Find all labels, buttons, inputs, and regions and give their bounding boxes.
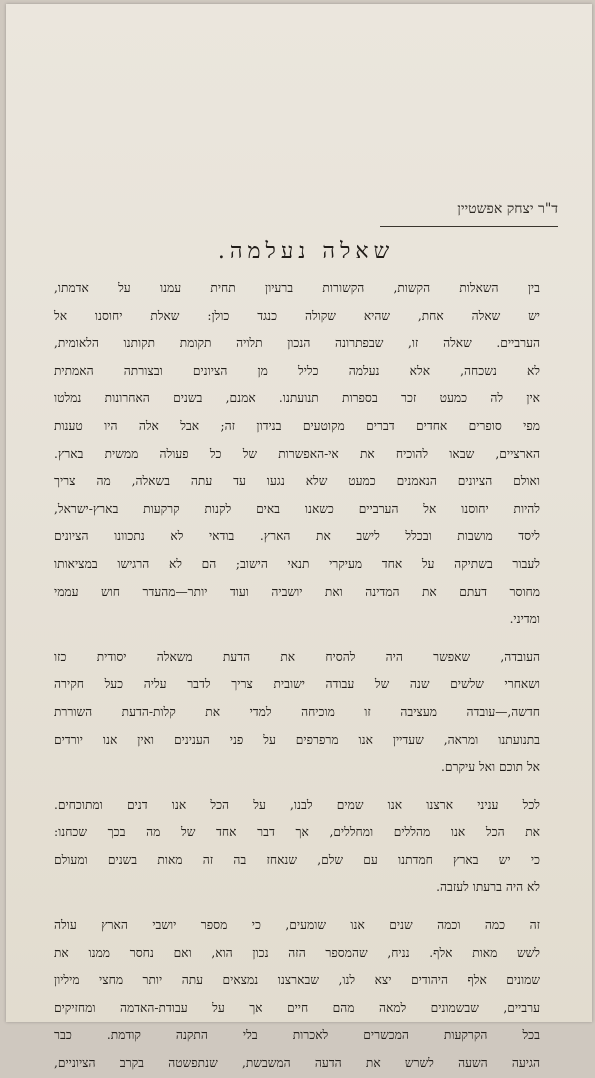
text-line: להיות יחוסנו אל הערביים כשאנו באים לקנות קרקעות בארץ-ישראל, xyxy=(54,501,540,516)
text-line: ושאחרי שלשים שנה של עבודה ישובית צריך לדבר עליה כעל חקירה xyxy=(54,677,540,692)
text-line: לשש מאות אלף. נניח, שהמספר הזה נכון הוא, ואם נחסר ממנו את xyxy=(54,945,540,960)
text-line: הערביים. שאלה זו, שבפתרונה הנכון תלויה תקומת תקותנו הלאומית, xyxy=(54,336,540,351)
text-line: ומדיני. xyxy=(509,612,540,627)
text-line: ערביים, שבשמונים למאה מהם חיים אך על עבודת-האדמה ומחזיקים xyxy=(54,1000,540,1015)
author-underline xyxy=(380,226,558,227)
paragraph xyxy=(54,275,540,634)
text-line: לכל עניני ארצנו אנו שמים לבנו, על הכל אנו דנים ומתוכחים. xyxy=(54,797,540,812)
text-line: ליסד מושבות ובכלל לישב את הארץ. בודאי לא נתכוונו הציונים xyxy=(54,529,540,544)
text-line: לא נשכחה, אלא נעלמה כליל מן הציונים ובצורתה האמתית xyxy=(54,363,540,378)
paragraph xyxy=(54,912,540,1078)
text-line: שמונים אלף היהודים יצא לנו, שבארצנו נמצאים עתה יותר מחצי מיליון xyxy=(54,973,540,988)
text-line: הגיעה השעה לשרש את הדעה המשבשת, שנתפשטה בקרב הציוניים, xyxy=(54,1056,540,1071)
text-line: חדשה,—עובדה מעציבה זו מוכיחה למדי את קלות-הדעת השוררת xyxy=(54,704,540,719)
text-line: מפי סופרים אחדים דברים מקוטעים בנידון זה; אבל אלה היו טענות xyxy=(54,418,540,433)
text-line: העובדה, שאפשר היה להסיח את הדעת משאלה יסודית כזו xyxy=(54,649,540,664)
paragraph xyxy=(54,644,540,782)
text-line: לעבור בשתיקה על אחד מעיקרי תנאי הישוב; הם לא הרגישו במציאותו xyxy=(54,556,540,571)
paragraph xyxy=(54,792,540,902)
book-page xyxy=(6,4,592,1071)
text-line: אל תוכם ואל עיקרם. xyxy=(441,760,540,775)
text-line: כי יש בארץ חמדתנו עם שלם, שנאחז בה זה מאות בשנים ומעולם xyxy=(54,852,540,867)
text-line: ואולם הציונים הנאמנים כמעט שלא נגעו עד עתה בשאלה, מה צריך xyxy=(54,474,540,489)
text-line: זה כמה וכמה שנים אנו שומעים, כי מספר יושבי הארץ עולה xyxy=(54,918,540,933)
article-body xyxy=(54,275,540,1078)
text-line: יש שאלה אחת, שהיא שקולה כנגד כולן: שאלת יחוסנו אל xyxy=(54,308,540,323)
author-name: ד"ר יצחק אפשטיין xyxy=(457,201,558,217)
article-title: שאלה נעלמה. xyxy=(217,239,395,264)
text-line: אין לה כמעט זכר בספרות תנועתנו. אמנם, בשנים האחרונות נמלטו xyxy=(54,391,540,406)
text-line: הארציים, שבאו להוכיח את אי-האפשרות של כל פעולה ממשית בארץ. xyxy=(54,446,540,461)
text-line: את הכל אנו מהללים ומחללים, אך דבר אחד של מה בכך שכחנו: xyxy=(54,825,540,840)
text-line: בכל הקרקעות המכשרים לאכרות בלי התקנה קודמת. כבר xyxy=(54,1028,540,1043)
text-line: מחוסר דעתם את המדינה ואת יושביה ועוד יותר—מהעדר חוש עממי xyxy=(54,584,540,599)
text-line: בתנועתנו ומראה, שעדיין אנו מרפרפים על פני הענינים ואין אנו יורדים xyxy=(54,732,540,747)
text-line: לא היה ברעתו לעזבה. xyxy=(436,880,540,895)
text-line: בין השאלות הקשות, הקשורות ברעיון תחית עמנו על אדמתו, xyxy=(54,281,540,295)
